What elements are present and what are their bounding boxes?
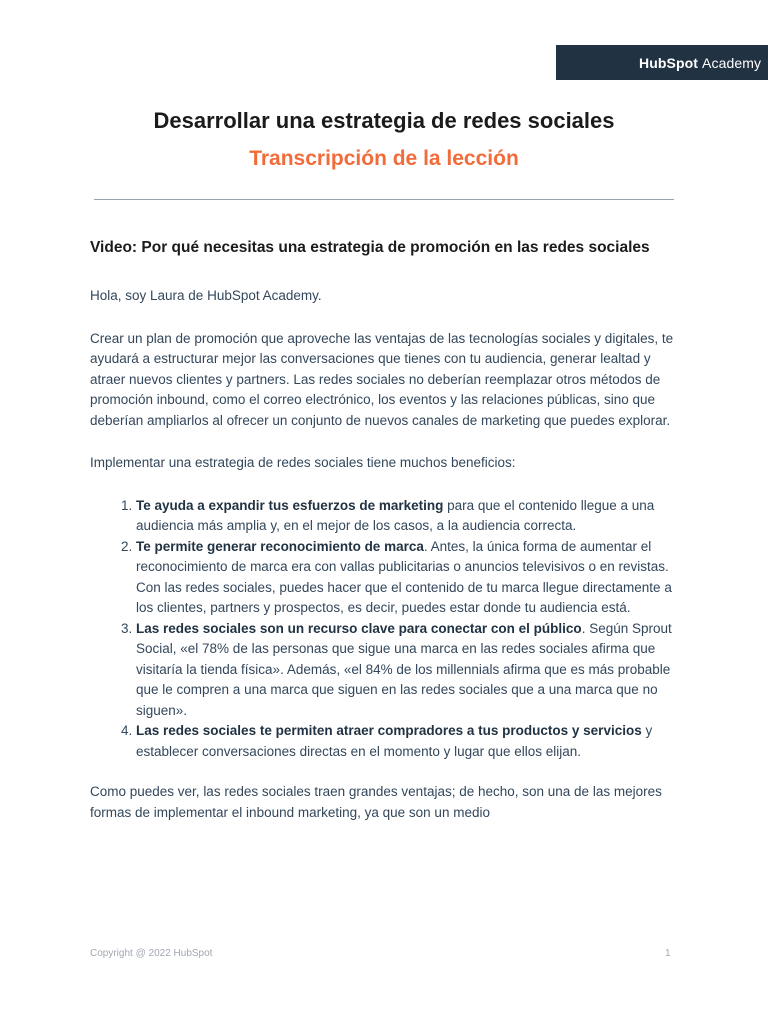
list-item-bold: Las redes sociales son un recurso clave para conectar con el público <box>136 620 582 636</box>
brand-name: HubSpot <box>639 54 699 71</box>
page-subtitle: Transcripción de la lección <box>249 147 519 170</box>
list-item <box>136 619 680 722</box>
list-item-text: . Según Sprout Social, «el 78% de las personas que sigue una marca en las redes sociales afirma que visitaría la tienda física». Además, «el 84% de los millennials afirma que es más probable que le compren a una marca que siguen en las redes sociales que a una marca que no siguen». <box>136 620 672 718</box>
page-number: 1 <box>665 948 671 959</box>
hubspot-academy-logo <box>556 45 768 80</box>
paragraph-3: Como puedes ver, las redes sociales traen grandes ventajas; de hecho, son una de las mejores formas de implementar el inbound marketing, ya que son un medio <box>90 784 662 820</box>
list-item <box>136 537 680 619</box>
list-item <box>136 496 680 537</box>
list-item <box>136 721 680 762</box>
page-title: Desarrollar una estrategia de redes sociales <box>153 108 615 133</box>
intro-paragraph: Hola, soy Laura de HubSpot Academy. <box>90 288 322 303</box>
footer-copyright: Copyright @ 2022 HubSpot <box>90 948 213 959</box>
lesson-body <box>90 236 680 845</box>
paragraph-2: Implementar una estrategia de redes sociales tiene muchos beneficios: <box>90 455 516 470</box>
list-item-text: para que el contenido llegue a una audiencia más amplia y, en el mejor de los casos, a la audiencia correcta. <box>136 497 655 533</box>
list-item-bold: Te ayuda a expandir tus esfuerzos de marketing <box>136 497 444 513</box>
paragraph-1: Crear un plan de promoción que aproveche las ventajas de las tecnologías sociales y digitales, te ayudará a estructurar mejor las conversaciones que tienes con tu audiencia, generar lealtad y atraer nuevos clientes y partners. Las redes sociales no deberían reemplazar otros métodos de promoción inbound, como el correo electrónico, los eventos y las relaciones públicas, sino que deberían ampliarlos al ofrecer un conjunto de nuevos canales de marketing que puedes explorar. <box>90 330 674 428</box>
list-item-bold: Las redes sociales te permiten atraer compradores a tus productos y servicios <box>136 723 642 738</box>
benefits-list <box>90 496 680 763</box>
brand-sub: Academy <box>702 54 762 71</box>
section-heading: Video: Por qué necesitas una estrategia de promoción en las redes sociales <box>90 239 650 256</box>
list-item-text: y establecer conversaciones directas en el momento y lugar que ellos elijan. <box>136 723 653 759</box>
list-item-bold: Te permite generar reconocimiento de marca <box>136 538 424 554</box>
title-divider <box>94 199 674 200</box>
list-item-text: . Antes, la única forma de aumentar el reconocimiento de marca era con vallas publicitarias o anuncios televisivos o en revistas. Con las redes sociales, puedes hacer que el contenido de tu marca llegue directamente a los clientes, partners y prospectos, es decir, puedes estar donde tu audiencia está. <box>136 538 672 615</box>
